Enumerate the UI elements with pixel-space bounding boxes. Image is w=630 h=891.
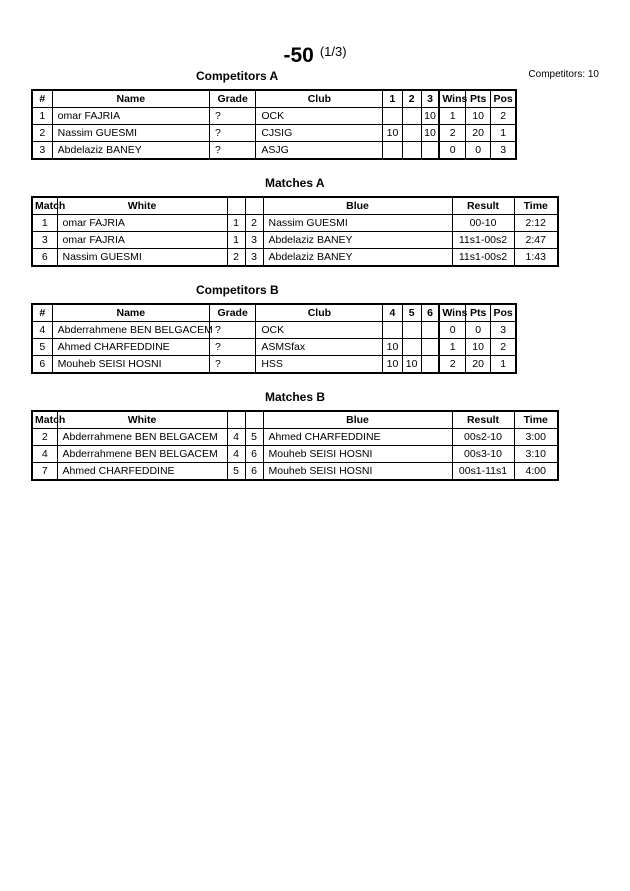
header-row <box>32 197 558 215</box>
table-cell: 0 <box>439 142 465 160</box>
competitors-a-table <box>31 89 517 160</box>
table-cell: omar FAJRIA <box>57 232 227 249</box>
table-cell: 5 <box>32 339 52 356</box>
table-cell: 2 <box>439 125 465 142</box>
table-cell: omar FAJRIA <box>52 108 209 125</box>
table-cell: ASMSfax <box>256 339 383 356</box>
table-cell: Ahmed CHARFEDDINE <box>57 463 227 481</box>
table-cell: 3 <box>491 142 516 160</box>
column-header: 4 <box>383 304 402 322</box>
table-cell: 2:47 <box>514 232 558 249</box>
table-cell: 20 <box>466 125 491 142</box>
table-cell: ? <box>209 322 255 339</box>
table-cell: 2 <box>245 215 263 232</box>
table-cell: 10 <box>421 108 439 125</box>
table-cell: 1 <box>227 232 245 249</box>
table-cell: 3:00 <box>514 429 558 446</box>
table-row <box>32 339 516 356</box>
table-cell <box>402 142 421 160</box>
column-header: Pts <box>466 304 491 322</box>
table-cell: 4 <box>227 446 245 463</box>
table-cell: 0 <box>466 142 491 160</box>
table-cell: 7 <box>32 463 57 481</box>
table-row <box>32 142 516 160</box>
column-header: Match <box>32 411 57 429</box>
table-cell: 20 <box>466 356 491 374</box>
table-cell: Mouheb SEISI HOSNI <box>263 446 452 463</box>
column-header: White <box>57 411 227 429</box>
column-header: # <box>32 304 52 322</box>
table-cell: 4 <box>227 429 245 446</box>
table-cell <box>402 108 421 125</box>
table-cell: 10 <box>402 356 421 374</box>
table-cell: 3:10 <box>514 446 558 463</box>
table-cell: 1 <box>491 125 516 142</box>
column-header <box>245 197 263 215</box>
table-row <box>32 232 558 249</box>
header-row <box>32 411 558 429</box>
table-cell: ? <box>209 356 255 374</box>
table-cell: Mouheb SEISI HOSNI <box>263 463 452 481</box>
table-cell: 1 <box>439 339 465 356</box>
table-cell: Ahmed CHARFEDDINE <box>263 429 452 446</box>
column-header: Grade <box>209 90 255 108</box>
column-header <box>227 197 245 215</box>
table-cell: ? <box>209 125 255 142</box>
column-header: Blue <box>263 411 452 429</box>
table-cell: 6 <box>32 356 52 374</box>
table-cell: 2 <box>32 429 57 446</box>
column-header: Result <box>452 197 514 215</box>
column-header: Wins <box>439 304 465 322</box>
table-cell: 4:00 <box>514 463 558 481</box>
table-cell: 2 <box>227 249 245 267</box>
table-cell: 00-10 <box>452 215 514 232</box>
column-header: Time <box>514 411 558 429</box>
table-cell: 2 <box>491 108 516 125</box>
table-cell: 6 <box>245 463 263 481</box>
table-cell: Mouheb SEISI HOSNI <box>52 356 209 374</box>
table-cell: Nassim GUESMI <box>263 215 452 232</box>
table-cell: omar FAJRIA <box>57 215 227 232</box>
table-cell: ? <box>209 339 255 356</box>
competitors-b-table <box>31 303 517 374</box>
table-cell: 00s3-10 <box>452 446 514 463</box>
table-cell <box>402 125 421 142</box>
table-cell: ? <box>209 142 255 160</box>
table-cell: Abderrahmene BEN BELGACEM <box>52 322 209 339</box>
column-header: # <box>32 90 52 108</box>
table-cell: CJSIG <box>256 125 383 142</box>
table-cell: 3 <box>245 232 263 249</box>
table-cell <box>421 339 439 356</box>
table-cell: 6 <box>32 249 57 267</box>
table-cell <box>402 322 421 339</box>
table-cell: 2 <box>491 339 516 356</box>
table-cell: 10 <box>383 125 402 142</box>
table-row <box>32 249 558 267</box>
table-cell: 4 <box>32 322 52 339</box>
table-cell: 00s2-10 <box>452 429 514 446</box>
table-cell: 10 <box>383 339 402 356</box>
column-header: Club <box>256 304 383 322</box>
table-cell: 10 <box>466 108 491 125</box>
table-row <box>32 429 558 446</box>
table-cell: 1:43 <box>514 249 558 267</box>
table-cell <box>421 356 439 374</box>
table-cell: 2:12 <box>514 215 558 232</box>
column-header: 1 <box>383 90 402 108</box>
table-cell: 6 <box>245 446 263 463</box>
table-cell <box>383 322 402 339</box>
column-header: 6 <box>421 304 439 322</box>
matches-a-table <box>31 196 559 267</box>
table-cell: Abdelaziz BANEY <box>263 249 452 267</box>
column-header: Name <box>52 304 209 322</box>
table-cell: 3 <box>32 142 52 160</box>
column-header: Club <box>256 90 383 108</box>
table-cell <box>383 142 402 160</box>
table-cell: 2 <box>32 125 52 142</box>
column-header: 2 <box>402 90 421 108</box>
table-cell <box>421 322 439 339</box>
column-header: White <box>57 197 227 215</box>
table-cell: 10 <box>421 125 439 142</box>
table-cell: 3 <box>245 249 263 267</box>
table-cell: 0 <box>466 322 491 339</box>
table-cell: ASJG <box>256 142 383 160</box>
matches-b-table <box>31 410 559 481</box>
table-row <box>32 322 516 339</box>
table-row <box>32 125 516 142</box>
table-cell: 11s1-00s2 <box>452 232 514 249</box>
table-cell: Ahmed CHARFEDDINE <box>52 339 209 356</box>
table-cell: 5 <box>227 463 245 481</box>
table-cell: 3 <box>32 232 57 249</box>
table-cell: ? <box>209 108 255 125</box>
table-cell <box>421 142 439 160</box>
table-cell: 1 <box>491 356 516 374</box>
table-cell: Abderrahmene BEN BELGACEM <box>57 446 227 463</box>
column-header: Pts <box>466 90 491 108</box>
table-cell: Abdelaziz BANEY <box>263 232 452 249</box>
header-row <box>32 90 516 108</box>
table-cell: Nassim GUESMI <box>57 249 227 267</box>
header-row <box>32 304 516 322</box>
table-cell: Nassim GUESMI <box>52 125 209 142</box>
competitor-count: Competitors: 10 <box>528 69 599 80</box>
column-header: Time <box>514 197 558 215</box>
table-row <box>32 446 558 463</box>
table-row <box>32 108 516 125</box>
column-header: Pos <box>491 90 516 108</box>
table-cell: 10 <box>383 356 402 374</box>
column-header <box>245 411 263 429</box>
table-cell: 3 <box>491 322 516 339</box>
column-header: Match <box>32 197 57 215</box>
column-header: Pos <box>491 304 516 322</box>
table-cell: 1 <box>32 215 57 232</box>
table-row <box>32 463 558 481</box>
table-cell: Abderrahmene BEN BELGACEM <box>57 429 227 446</box>
column-header: Wins <box>439 90 465 108</box>
table-cell: 00s1-11s1 <box>452 463 514 481</box>
column-header: 5 <box>402 304 421 322</box>
table-cell: 11s1-00s2 <box>452 249 514 267</box>
table-cell <box>383 108 402 125</box>
table-cell: 4 <box>32 446 57 463</box>
matches-a-title: Matches A <box>265 176 325 190</box>
category-title <box>0 44 630 68</box>
column-header: Grade <box>209 304 255 322</box>
table-cell: Abdelaziz BANEY <box>52 142 209 160</box>
table-cell: 5 <box>245 429 263 446</box>
column-header <box>227 411 245 429</box>
category-label: -50 <box>283 44 314 67</box>
column-header: Result <box>452 411 514 429</box>
page-indicator: (1/3) <box>319 44 347 59</box>
table-cell: 0 <box>439 322 465 339</box>
table-cell <box>402 339 421 356</box>
table-cell: OCK <box>256 108 383 125</box>
table-row <box>32 356 516 374</box>
table-cell: 1 <box>227 215 245 232</box>
table-cell: 10 <box>466 339 491 356</box>
table-row <box>32 215 558 232</box>
column-header: Name <box>52 90 209 108</box>
competitors-a-title: Competitors A <box>196 69 279 83</box>
column-header: 3 <box>421 90 439 108</box>
matches-b-title: Matches B <box>265 390 326 404</box>
table-cell: HSS <box>256 356 383 374</box>
table-cell: 1 <box>32 108 52 125</box>
table-cell: 1 <box>439 108 465 125</box>
table-cell: 2 <box>439 356 465 374</box>
table-cell: OCK <box>256 322 383 339</box>
column-header: Blue <box>263 197 452 215</box>
competitors-b-title: Competitors B <box>196 283 279 297</box>
